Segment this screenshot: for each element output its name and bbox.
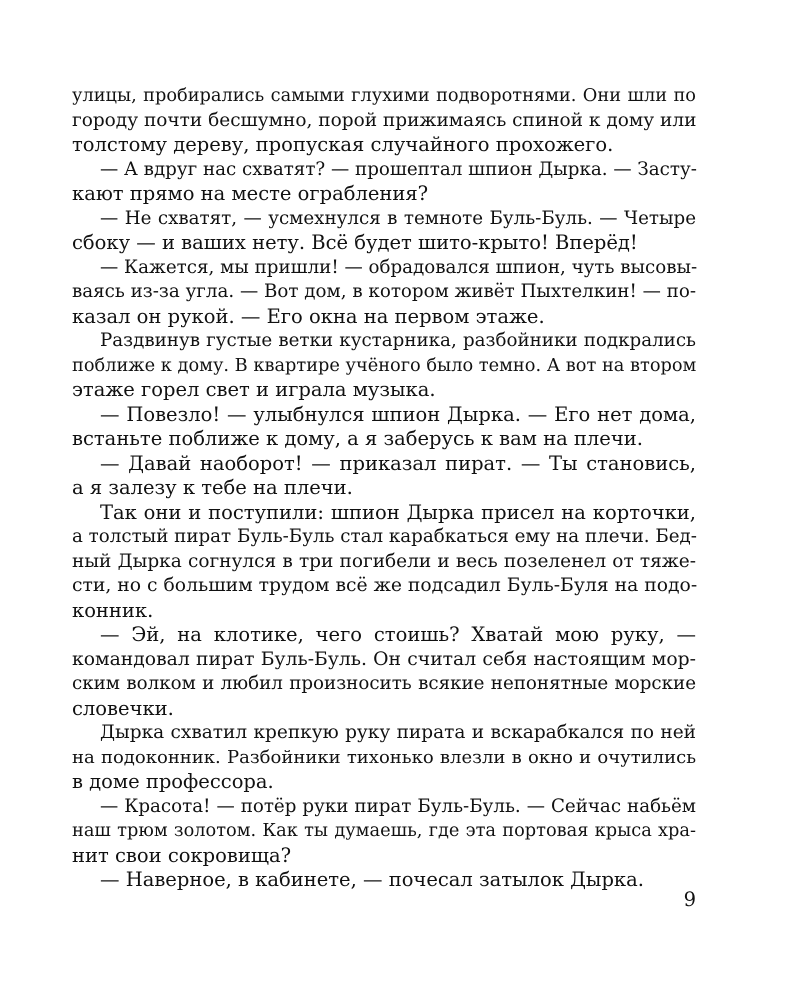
text-line: ваясь из-за угла. — Вот дом, в котором живёт Пыхтелкин! — по- [72,281,696,302]
paragraph-7 [72,452,696,501]
paragraph-1 [72,84,696,158]
text-line: сти, но с большим трудом всё же подсадил Буль-Буля на подо- [72,575,698,596]
text-line: Так они и поступили: шпион Дырка присел на корточки, [100,500,696,524]
text-line: толстому дереву, пропуская случайного прохожего. [72,133,614,156]
text-line: Дырка схватил крепкую руку пирата и вскарабкался по ней [100,722,696,743]
paragraph-2 [72,158,696,207]
text-line: сбоку — и ваших нету. Всё будет шито-крыто! Вперёд! [72,231,638,254]
page-number: 9 [683,888,696,911]
text-line: Раздвинув густые ветки кустарника, разбойники подкрались [100,330,696,351]
text-line: наш трюм золотом. Как ты думаешь, где эта портовая крыса хра- [72,821,696,841]
text-line: встаньте поближе к дому, а я заберусь к вам на плечи. [72,427,643,450]
text-line: этаже горел свет и играла музыка. [72,378,436,401]
paragraph-6 [72,403,696,452]
paragraph-9 [72,623,696,721]
text-line: ный Дырка согнулся в три погибели и весь позеленел от тяже- [72,550,696,572]
text-line: — Красота! — потёр руки пират Буль-Буль. — Сейчас набьём [100,795,696,817]
text-line: казал он рукой. — Его окна на первом этаже. [72,304,545,328]
text-line: на подоконник. Разбойники тихонько влезли в окно и очутились [72,746,696,768]
paragraph-5 [72,329,696,403]
text-line: кают прямо на месте ограбления? [72,182,429,205]
text-line: а я залезу к тебе на плечи. [72,476,353,499]
text-line: — Кажется, мы пришли! — обрадовался шпион, чуть высовы- [100,256,698,278]
text-line: конник. [72,598,154,622]
text-line: ским волком и любил произносить всякие непонятные морские [72,673,696,694]
text-line: улицы, пробирались самыми глухими подворотнями. Они шли по [72,86,696,106]
body-text [72,84,696,893]
text-line: — Эй, на клотике, чего стоишь? Хватай мою руку, — [100,623,696,646]
text-line: — Не схватят, — усмехнулся в темноте Буль-Буль. — Четыре [100,207,696,229]
text-line: — Давай наоборот! — приказал пират. — Ты становись, [100,451,696,475]
text-line: городу почти бесшумно, порой прижимаясь спиной к дому или [72,109,697,131]
text-line: — А вдруг нас схватят? — прошептал шпион Дырка. — Засту- [100,158,697,180]
paragraph-11 [72,795,696,869]
paragraph-12 [72,868,696,893]
text-line: командовал пират Буль-Буль. Он считал себя настоящим мор- [72,648,696,670]
paragraph-8 [72,501,696,624]
text-line: — Наверное, в кабинете, — почесал затылок Дырка. [100,868,644,891]
text-line: — Повезло! — улыбнулся шпион Дырка. — Его нет дома, [100,402,696,426]
text-line: нит свои сокровища? [72,843,292,867]
text-line: словечки. [72,696,174,720]
paragraph-3 [72,207,696,256]
paragraph-10 [72,721,696,795]
text-line: поближе к дому. В квартире учёного было темно. А вот на втором [72,355,697,376]
text-line: в доме профессора. [72,770,274,793]
text-line: а толстый пират Буль-Буль стал карабкаться ему на плечи. Бед- [72,526,697,547]
paragraph-4 [72,256,696,330]
